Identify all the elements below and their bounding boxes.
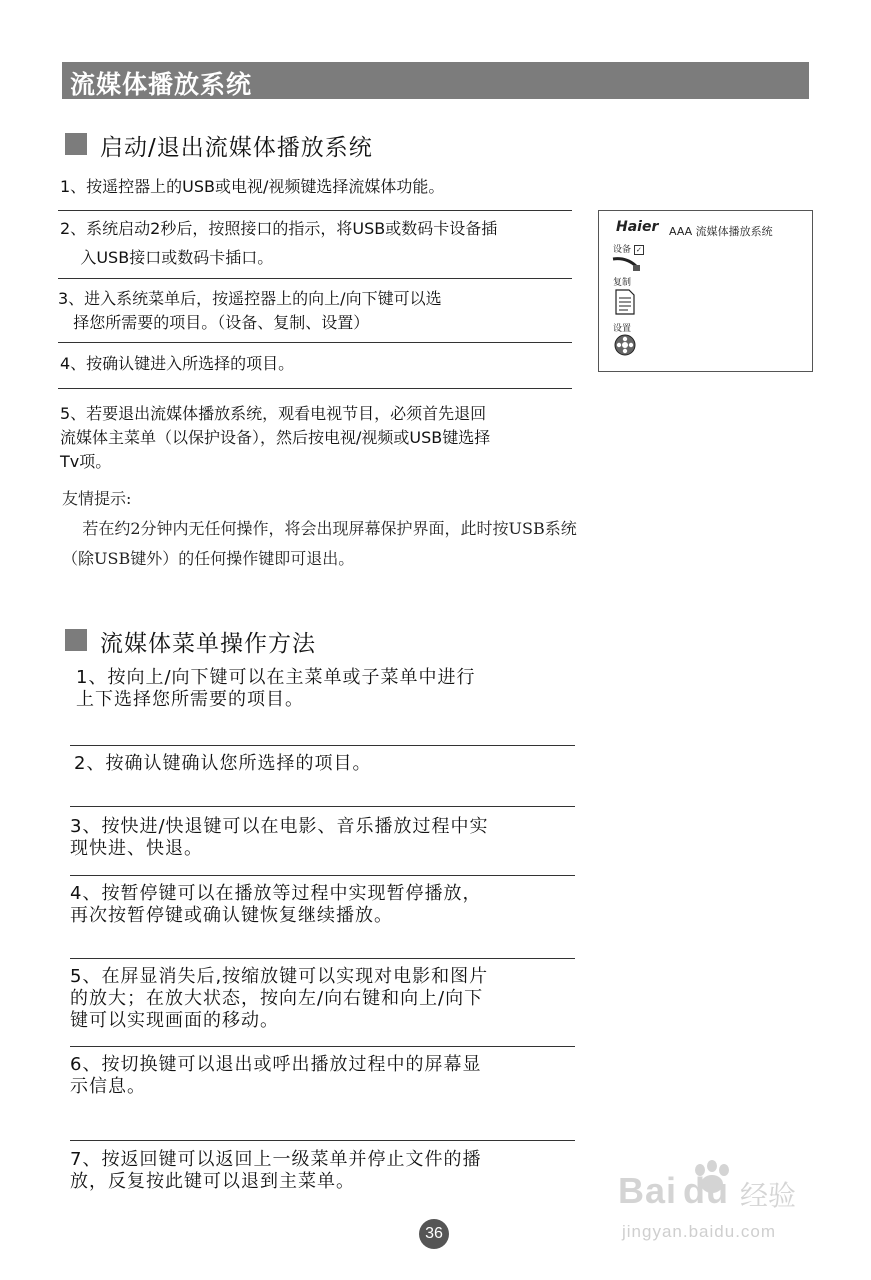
- panel-item-copy: 复制: [613, 278, 632, 288]
- section2-heading-text: 流媒体菜单操作方法: [100, 631, 316, 657]
- s1-item-4: 4、按确认键进入所选择的项目。: [60, 354, 295, 373]
- s1-item-5: 5、若要退出流媒体播放系统，观看电视节目，必须首先退回 流媒体主菜单（以保护设备），然后按电视/视频或USB键选择 Tv项。: [60, 404, 491, 471]
- divider: [70, 958, 575, 959]
- brand-logo: Haier: [616, 219, 659, 235]
- divider: [70, 806, 575, 807]
- divider: [58, 278, 572, 279]
- reel-icon: [614, 334, 636, 356]
- menu-preview-panel: [598, 210, 813, 372]
- s2-item-4: 4、按暂停键可以在播放等过程中实现暂停播放， 再次按暂停键或确认键恢复继续播放。: [70, 883, 482, 926]
- divider: [58, 210, 572, 211]
- panel-item-settings: 设置: [613, 324, 632, 334]
- s2-item-3: 3、按快进/快退键可以在电影、音乐播放过程中实 现快进、快退。: [70, 816, 489, 859]
- divider: [58, 342, 572, 343]
- watermark-logo: Bai du: [618, 1170, 730, 1211]
- tip-label: 友情提示:: [62, 489, 132, 508]
- divider: [70, 745, 575, 746]
- page-title: 流媒体播放系统: [70, 70, 253, 99]
- watermark-cn: 经验: [740, 1179, 797, 1212]
- s2-item-6: 6、按切换键可以退出或呼出播放过程中的屏幕显 示信息。: [70, 1054, 482, 1097]
- section-marker-icon: [65, 629, 87, 651]
- s2-item-7: 7、按返回键可以返回上一级菜单并停止文件的播 放，反复按此键可以退到主菜单。: [70, 1149, 482, 1192]
- baidu-watermark: [618, 1160, 828, 1250]
- s1-item-1: 1、按遥控器上的USB或电视/视频键选择流媒体功能。: [60, 177, 445, 196]
- divider: [70, 1140, 575, 1141]
- divider: [70, 875, 575, 876]
- document-icon: [615, 289, 635, 315]
- s2-item-5: 5、在屏显消失后,按缩放键可以实现对电影和图片 的放大；在放大状态，按向左/向右键和向上/向下 键可以实现画面的移动。: [70, 966, 489, 1031]
- page-title-bar: [62, 62, 809, 99]
- section-marker-icon: [65, 133, 87, 155]
- tip-box: 友情提示: 若在约2分钟内无任何操作，将会出现屏幕保护界面，此时按USB系统 （除USB键外）的任何操作键即可退出。: [62, 484, 577, 574]
- s2-item-1: 1、按向上/向下键可以在主菜单或子菜单中进行 上下选择您所需要的项目。: [76, 667, 476, 710]
- s1-item-2: 2、系统启动2秒后，按照接口的指示，将USB或数码卡设备插 入USB接口或数码卡插口。: [60, 219, 498, 267]
- watermark-url: jingyan.baidu.com: [622, 1222, 777, 1241]
- page-number: 36: [419, 1219, 449, 1249]
- panel-item-device: 设备 ✓: [613, 242, 644, 255]
- s1-item-3: 3、进入系统菜单后，按遥控器上的向上/向下键可以选 择您所需要的项目。（设备、复制、设置）: [58, 289, 442, 332]
- divider: [70, 1046, 575, 1047]
- section1-heading-text: 启动/退出流媒体播放系统: [100, 135, 373, 161]
- checkbox-icon: ✓: [634, 245, 644, 255]
- panel-title: AAA 流媒体播放系统: [669, 225, 773, 238]
- usb-plug-icon: [611, 255, 641, 273]
- divider: [58, 388, 572, 389]
- s2-item-2: 2、按确认键确认您所选择的项目。: [74, 753, 372, 774]
